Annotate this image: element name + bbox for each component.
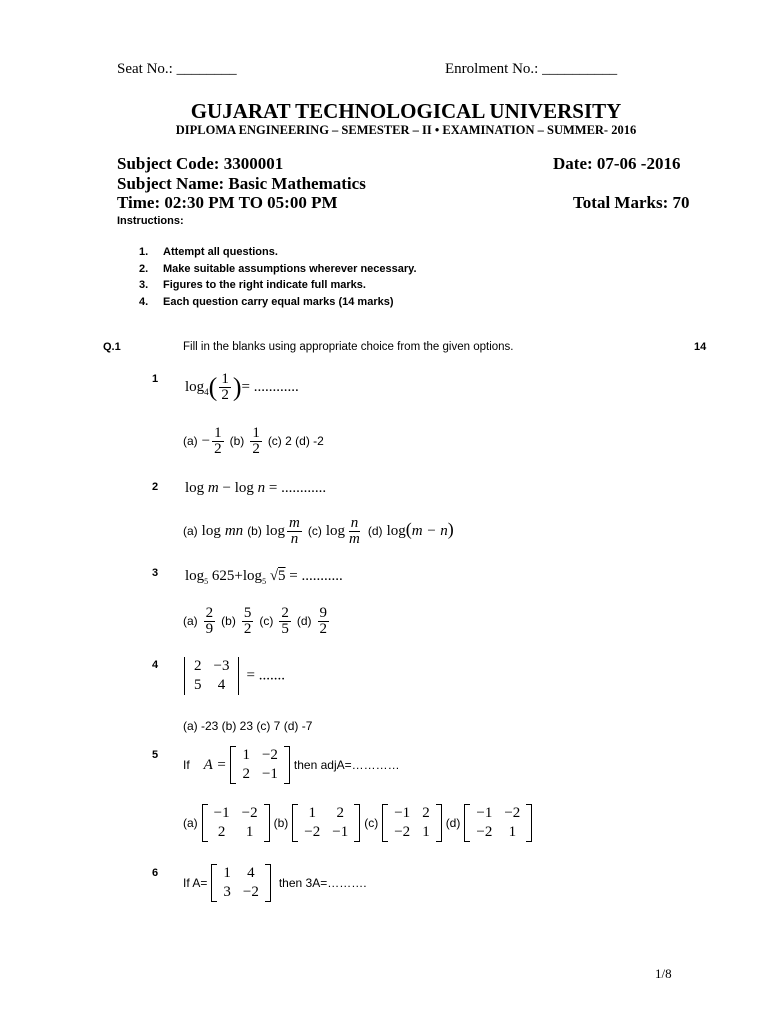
item-4-question: 2 −3 5 4 = .......: [181, 657, 285, 695]
option-a-matrix: −1 −2 2 1: [202, 804, 270, 842]
exam-line: DIPLOMA ENGINEERING – SEMESTER – II • EXAMINATION – SUMMER- 2016: [175, 123, 637, 137]
item-4-options: (a) -23 (b) 23 (c) 7 (d) -7: [183, 719, 313, 733]
subject-name: Subject Name: Basic Mathematics: [117, 174, 366, 193]
enrolment-no: Enrolment No.: __________: [445, 61, 618, 77]
instruction-item: 2. Make suitable assumptions wherever necessary.: [139, 262, 417, 275]
matrix-a: 1 −2 2 −1: [230, 746, 289, 784]
item-number: 2: [152, 481, 159, 493]
item-3-options: (a) $\frac{2}{9}$ (b) $\frac{5}{2}$ (c) $\frac{2}{5}$ (d) $\frac{9}{2}$: [183, 605, 328, 637]
item-1-options: (a) − $\frac{1}{2}$ (b) $\frac{1}{2}$ (c) 2 (d) -2: [183, 425, 324, 457]
instruction-item: 3. Figures to the right indicate full marks.: [139, 279, 366, 291]
determinant: 2 −3 5 4: [181, 657, 242, 695]
item-5-options: (a) −1 −2 2 1 (b) 1 2 −2 −1 (c) −1 2 −2 1 (d) −1 −2 −2 1: [183, 804, 532, 842]
question-label: Q.1: [103, 341, 121, 353]
instructions-list: [139, 244, 417, 310]
item-number: 3: [152, 567, 159, 579]
item-3-question: $\log_5 625+\log_5$ √5 = ...........: [185, 568, 343, 586]
instruction-item: 1. Attempt all questions.: [139, 246, 278, 258]
option-b-matrix: 1 2 −2 −1: [292, 804, 360, 842]
item-number: 5: [152, 749, 159, 761]
item-2-options: (a) log mn (b) log $\frac{m}{n}$ (c) log $\frac{n}{m}$ (d) log(m − n): [183, 515, 454, 547]
item-5-question: If A = 1 −2 2 −1 then adjA=…………: [183, 747, 400, 782]
subject-code: Subject Code: 3300001: [117, 154, 284, 173]
exam-date: Date: 07-06 -2016: [553, 154, 681, 173]
page-number: 1/8: [655, 966, 672, 981]
question-marks: 14: [694, 341, 707, 353]
instructions-label: Instructions:: [117, 215, 184, 227]
item-number: 4: [152, 659, 159, 671]
matrix-a-6: 1 4 3 −2: [211, 864, 270, 902]
total-marks: Total Marks: 70: [573, 193, 690, 212]
university-title: GUJARAT TECHNOLOGICAL UNIVERSITY: [190, 99, 622, 123]
question-text: Fill in the blanks using appropriate choice from the given options.: [183, 341, 514, 353]
item-1-question: $\log_4$( $\frac{1}{2}$ )= ............: [185, 371, 299, 403]
instruction-item: 4. Each question carry equal marks (14 marks): [139, 295, 394, 308]
option-d-matrix: −1 −2 −2 1: [464, 804, 532, 842]
item-6-question: If A= 1 4 3 −2 then 3A=……….: [183, 865, 367, 900]
item-2-question: log m − log n = ............: [185, 480, 327, 496]
option-c-matrix: −1 2 −2 1: [382, 804, 441, 842]
item-number: 1: [152, 373, 159, 385]
exam-time: Time: 02:30 PM TO 05:00 PM: [117, 193, 338, 212]
item-number: 6: [152, 867, 159, 879]
seat-no: Seat No.: ________: [117, 61, 237, 77]
